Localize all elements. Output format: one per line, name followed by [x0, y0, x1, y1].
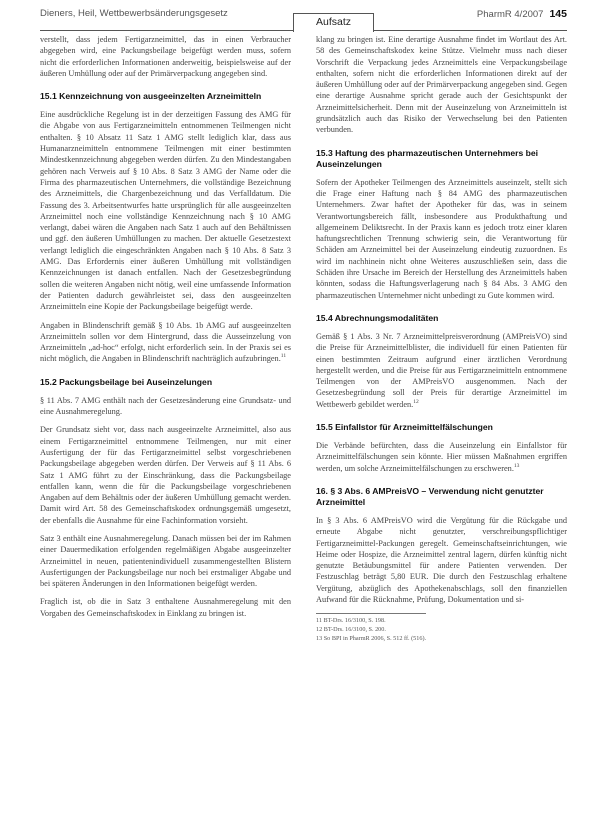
section-heading-15-1: 15.1 Kennzeichnung von ausgeeinzelten Arzneimitteln: [40, 91, 262, 102]
footnote-ref: 13: [513, 462, 520, 469]
right-column: [316, 34, 567, 644]
paragraph-text: Gemäß § 1 Abs. 3 Nr. 7 Arzneimittelpreisverordnung (AMPreisVO) sind die Preise für Arzneimittelblister, die individuell für einen Patienten für einen bestimmten Zeitraum aufgrund einer ärztlichen Verordnung hergestellt werden, und die Preise für aus Fertigarzneimitteln entnommene Teilmengen von der AMPreisVO ausgenommen. Nach der Gesetzesbegründung soll der Preis für derartige Arzneimittel im Wettbewerb gebildet werden.: [316, 331, 567, 409]
footnote-ref: 12: [413, 398, 419, 405]
section-heading-15-4: 15.4 Abrechnungsmodalitäten: [316, 312, 439, 323]
section-15-2-paragraph-3: Satz 3 enthält eine Ausnahmeregelung. Danach müssen bei der im Rahmen einer Dauermedikation erfolgenden regelmäßigen Abgabe ausgeeinzelter Arzneimittel in neuen, patientenindividuell zusammengestellten Blistern Ausfertigungen der Packungsbeilage nur noch bei erstmaliger Abgabe und bei späteren Änderungen in den Informationen beigefügt werden.: [40, 533, 291, 589]
section-15-5-paragraph: [316, 440, 567, 474]
section-15-2-paragraph-2: Der Grundsatz sieht vor, dass nach ausgeeinzelte Arzneimittel, also aus einem Fertigarzneimittel entnommene Teilmengen, nur mit einer Ausfertigung der für das Fertigarzneimittel selbst vorgeschriebenen Packungsbeilage abgegeben werden dürfen. Der Verweis auf § 11 Abs. 6 Satz 1 AMG führt zu der Einschränkung, dass die Packungsbeilage entfallen kann, wenn die für die Packungsbeilage vorgeschriebenen Angaben auf dem Behältnis oder der äußeren Umhüllung gemacht werden. Damit wird Art. 58 des Gemeinschaftskodex ordnungsgemäß umgesetzt, der ebenfalls die Ausnahme für eine Fachinformation vorsieht.: [40, 425, 291, 525]
paragraph-text: Angaben in Blindenschrift gemäß § 10 Abs. 1b AMG auf ausgeeinzelten Arzneimitteln sollen vor dem Hintergrund, dass die Ausseinzelung von Arzneimitteln „ad-hoc“ erfolgt, nicht erforderlich sein. In der Praxis sei es nicht möglich, die Angaben in Blindenschrift nachträglich aufzubringen.: [40, 320, 291, 364]
footnote-12: 12 BT-Drs. 16/3100, S. 200.: [316, 626, 386, 634]
section-heading-15-2: 15.2 Packungsbeilage bei Auseinzelungen: [40, 376, 213, 387]
section-heading-16: 16. § 3 Abs. 6 AMPreisVO – Verwendung nicht genutzter Arzneimittel: [316, 485, 544, 507]
footnote-ref: 11: [280, 353, 287, 360]
footnote-11: 11 BT-Drs. 16/3100, S. 198.: [316, 617, 386, 625]
page-header: [40, 0, 567, 31]
header-section-tab: Aufsatz: [293, 13, 374, 32]
header-journal-info: [477, 8, 567, 20]
header-authors-title: Dieners, Heil, Wettbewerbsänderungsgesetz: [40, 8, 228, 19]
footnotes: [316, 613, 426, 643]
intro-paragraph: verstellt, dass jedem Fertigarzneimittel, das in einen Verbraucher abgegeben wird, eine Packungsbeilage beigefügt werden muss, sofern nicht die erforderlichen Informationen anderweitig, beispielsweise auf der äußeren Umhüllung oder auf der Primärverpackung angegeben sind.: [40, 35, 291, 78]
page-number: 145: [549, 8, 567, 20]
section-15-1-paragraph-2: [40, 320, 291, 365]
section-16-paragraph: In § 3 Abs. 6 AMPreisVO wird die Vergütung für die Rückgabe und erneute Abgabe nicht genutzter, verschreibungspflichtiger Fertigarzneimittel-Packungen geregelt. Gemeinschaftseinrichtungen, wie Heime oder Hospize, die Arzneimittel zentral lagern, dürfen künftig nicht genutzte Betäubungsmittel für andere Patienten verwenden. Der Festzuschlag beträgt 5,80 EUR. Die durch den Festzuschlag erhaltene Vergütung, abzüglich des Apothekenabschlags, soll den finanziellen Aufwand für die Rücknahme, Prüfung, Dokumentation und si-: [316, 515, 567, 604]
footnote-13: 13 So BPI in PharmR 2006, S. 512 ff. (516).: [316, 634, 427, 642]
journal-issue: PharmR 4/2007: [476, 9, 544, 20]
section-15-1-paragraph: Eine ausdrückliche Regelung ist in der derzeitigen Fassung des AMG für die Abgabe von aus Fertigarzneimitteln entnommenen Teilmengen nicht enthalten. § 10 Absatz 11 Satz 1 AMG stellt lediglich klar, dass aus Humanarzneimitteln entnommene Teilmengen mit einer bestimmten Mindestkennzeichnung abgegeben werden dürfen. Zu den Mindestangaben gehören nach Verweis auf § 10 Abs. 8 Satz 3 AMG der Name oder die Firma des pharmazeutischen Unternehmers, die vollständige Bezeichnung des Arzneimittels, die Chargenbezeichnung und das Verfalldatum. Die Fassung des 3. Arbeitsentwurfes hatte ursprünglich für alle ausgeeinzelten Arzneimittel noch eine vollständige Kennzeichnung nach § 10 AMG verlangt, dabei wären die Angaben nach Satz 1 auch auf den Behältnissen und ggf. den äußeren Umhüllungen zu machen. Der aktuelle Gesetzestext verlangt lediglich die eingeschränkten Angaben nach § 10 Abs. 8 Satz 3 AMG. Das Erfordernis einer äußeren Umhüllung mit vollständigen Kennzeichnungen ist danach entfallen. Nach der Gesetzesbegründung sollen die weiteren Angaben nicht nötig, weil eine umfassende Information der Patienten dadurch gewährleistet sei, dass den ausgeeinzelten Arzneimitteln eine Kopie der Packungsbeilage beigefügt werde.: [40, 110, 291, 312]
section-heading-15-5: 15.5 Einfallstor für Arzneimittelfälschungen: [316, 422, 493, 433]
section-15-3-paragraph: Sofern der Apotheker Teilmengen des Arzneimittels auseinzelt, stellt sich die Frage einer Haftung nach § 84 AMG des pharmazeutischen Unternehmers. Zwar haftet der Apotheker für das, was in seinem Verantwortungsbereich fällt, insbesondere aus Produkthaftung und allgemeinem Deliktsrecht. In der Praxis kann es jedoch trotz einer klaren haftungsrechtlichen Trennung schwierig sein, die Verantwortung für Schäden am Arzneimittel bei der Auseinzelung eindeutig zuzuordnen. Es wird im nachhinein nicht ohne Weiteres auszuschließen sein, dass die Schäden ihre Ursache im Bereich der Herstellung des Arzneimittels haben könnten, sodass die Haftungsverlagerung nach § 84 Abs. 3 AMG den pharmazeutischen Unternehmer nicht unbedingt zu Gute kommen wird.: [316, 177, 567, 300]
section-heading-15-3: 15.3 Haftung des pharmazeutischen Unternehmers bei Auseinzelungen: [316, 147, 539, 169]
paragraph-text: Die Verbände befürchten, dass die Auseinzelung ein Einfallstor für Arzneimittelfälschungen sein könnte. Hier müssen Maßnahmen ergriffen werden, um solche Arzneimittelfälschungen zu erschweren.: [316, 441, 567, 473]
section-15-2-paragraph-4: Fraglich ist, ob die in Satz 3 enthaltene Ausnahmeregelung mit den Vorgaben des Gemeinschaftskodex in Einklang zu bringen ist.: [40, 597, 291, 618]
left-column: [40, 34, 291, 644]
section-15-2-paragraph-1: § 11 Abs. 7 AMG enthält nach der Gesetzesänderung eine Grundsatz- und eine Ausnahmeregelung.: [40, 395, 291, 417]
section-15-4-paragraph: [316, 331, 567, 410]
continuation-paragraph: klang zu bringen ist. Eine derartige Ausnahme findet im Wortlaut des Art. 58 des Gemeinschaftskodex keine Stütze. Vielmehr muss nach dieser Vorschrift die Verpackung jedes Arzneimittels eine Verpackungsbeilage enthalten, sofern nicht die erforderlichen Informationen direkt auf der äußeren Umhüllung oder auf der Primärverpackung angegeben sind. Gegen eine derartige Ausnahme spricht gerade auch der Gesichtspunkt der Arzneimittelsicherheit. Denn mit der Auseinzelung von Arzneimitteln ist grundsätzlich auch das Risiko der Verwechselung bei den Patienten verbunden.: [316, 35, 567, 135]
two-column-body: [40, 34, 567, 644]
